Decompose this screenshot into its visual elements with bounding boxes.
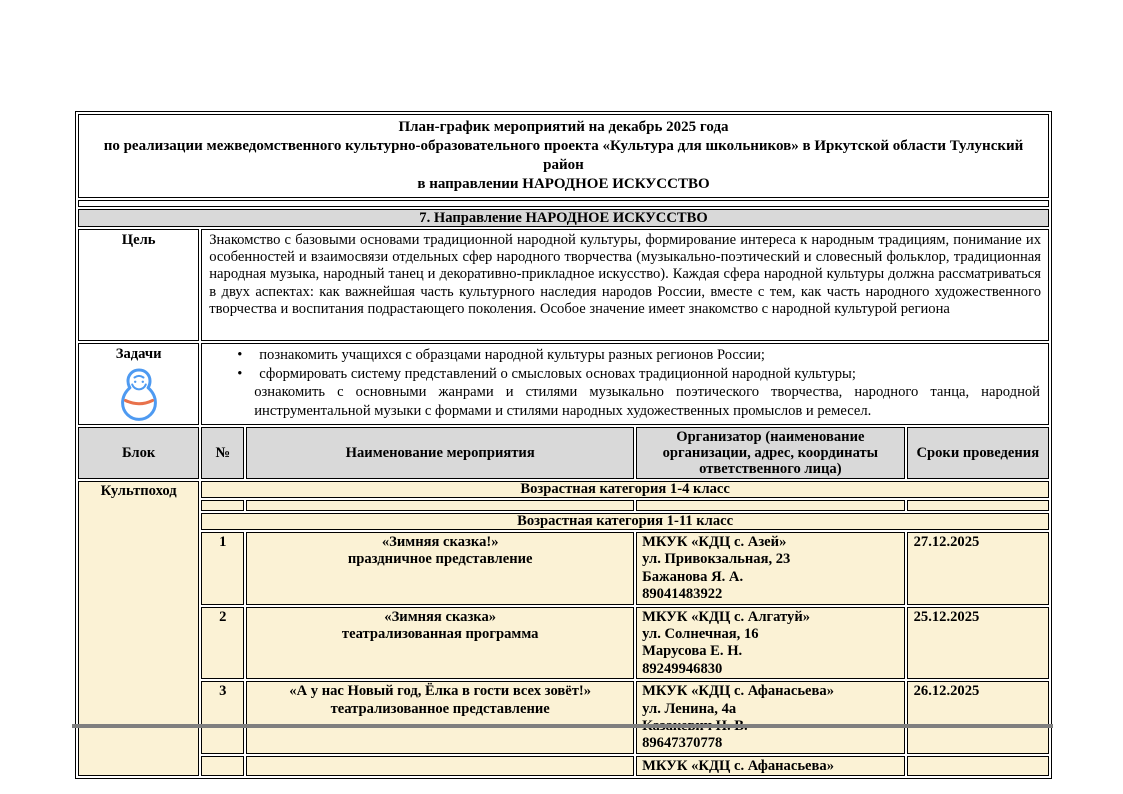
organizer-phone: 89249946830: [642, 660, 723, 677]
age-category-1-4-row: [78, 481, 1049, 498]
event-subtitle: праздничное представление: [347, 551, 533, 568]
event-subtitle: театрализованное представление: [330, 700, 550, 717]
age-category-1-11: Возрастная категория 1-11 класс: [201, 513, 1049, 530]
table-row: [78, 607, 1049, 680]
event-title: «Зимняя сказка!»: [381, 534, 499, 550]
tasks-bullet-list: [210, 346, 1040, 383]
row-num: 1: [201, 532, 244, 605]
goal-label: Цель: [78, 229, 199, 341]
organizer-info: [636, 607, 905, 680]
task-bullet-2: • сформировать систему представлений о смысловых основах традиционной народной культуры;: [210, 365, 1040, 384]
section-header-row: [78, 209, 1049, 227]
spacer-row: [78, 200, 1049, 207]
tasks-label-cell: [78, 343, 199, 425]
empty-data-row: [78, 500, 1049, 511]
row-num: 3: [201, 681, 244, 754]
organizer-info: [636, 532, 905, 605]
partial-table-row: [78, 756, 1049, 776]
empty-organizer-cell: [636, 500, 905, 511]
organizer-address: ул. Солнечная, 16: [642, 626, 759, 643]
goal-text: Знакомство с базовыми основами традиционной народной культуры, формирование интереса к народным традициям, понимание их особенностей и взаимосвязи отдельных сфер народного творчества (музыкально-поэтический и словесный фольклор, традиционная народная музыка, народный танец и декоративно-прикладное искусство). Каждая сфера народной культуры должна рассматриваться в двух аспектах: как важнейшая часть культурного наследия народов России, вместе с тем, как часть народного художественного творчества и воспитания подрастающего поколения. Особое значение имеет знакомство с народной культурой региона: [201, 229, 1049, 341]
event-name: [246, 532, 634, 605]
organizer-address: ул. Ленина, 4а: [642, 700, 737, 717]
table-row: [78, 681, 1049, 754]
event-name: [246, 681, 634, 754]
header-block: Блок: [78, 427, 199, 479]
organizer-info: [636, 756, 905, 776]
header-num: №: [201, 427, 244, 479]
document-title: [78, 114, 1049, 198]
organizer-address: ул. Привокзальная, 23: [642, 551, 791, 568]
event-date: [907, 756, 1049, 776]
event-title: «А у нас Новый год, Ёлка в гости всех зовёт!»: [289, 683, 592, 700]
section-header: 7. Направление НАРОДНОЕ ИСКУССТВО: [78, 209, 1049, 227]
title-line-1: План-график мероприятий на декабрь 2025 года: [398, 119, 729, 135]
event-subtitle: театрализованная программа: [341, 626, 539, 643]
organizer-phone: 89647370778: [642, 735, 723, 752]
spacer-cell: [78, 200, 1049, 207]
page-break-line: [72, 724, 1053, 728]
row-num: [201, 756, 244, 776]
age-category-1-11-row: [78, 513, 1049, 530]
organizer-name: МКУК «КДЦ с. Афанасьева»: [642, 683, 835, 700]
block-kultpohod: Культпоход: [78, 481, 199, 776]
schedule-table: [75, 111, 1052, 779]
empty-name-cell: [246, 500, 634, 511]
organizer-person: Марусова Е. Н.: [642, 643, 743, 660]
organizer-person: Бажанова Я. А.: [642, 568, 744, 585]
event-date: 26.12.2025: [907, 681, 1049, 754]
tasks-label: Задачи: [115, 346, 162, 362]
title-row: [78, 114, 1049, 198]
matryoshka-icon: [118, 367, 160, 423]
event-date: 25.12.2025: [907, 607, 1049, 680]
schedule-table-wrap: [75, 111, 1052, 774]
goal-row: [78, 229, 1049, 341]
task-bullet-1: • познакомить учащихся с образцами народной культуры разных регионов России;: [210, 346, 1040, 365]
event-name: [246, 756, 634, 776]
tasks-row: [78, 343, 1049, 425]
title-line-2: по реализации межведомственного культурно-образовательного проекта «Культура для школьников» в Иркутской области Тулунский район: [103, 138, 1024, 173]
event-name: [246, 607, 634, 680]
organizer-name: МКУК «КДЦ с. Алгатуй»: [642, 608, 811, 625]
header-dates: Сроки проведения: [907, 427, 1049, 479]
empty-num-cell: [201, 500, 244, 511]
organizer-name: МКУК «КДЦ с. Азей»: [642, 534, 787, 550]
age-category-1-4: Возрастная категория 1-4 класс: [201, 481, 1049, 498]
empty-date-cell: [907, 500, 1049, 511]
header-name: Наименование мероприятия: [246, 427, 634, 479]
column-header-row: [78, 427, 1049, 479]
organizer-info: [636, 681, 905, 754]
event-date: 27.12.2025: [907, 532, 1049, 605]
organizer-phone: 89041483922: [642, 586, 723, 603]
row-num: 2: [201, 607, 244, 680]
tasks-content: [201, 343, 1049, 425]
organizer-name: МКУК «КДЦ с. Афанасьева»: [642, 757, 835, 774]
header-organizer: Организатор (наименование организации, адрес, координаты ответственного лица): [636, 427, 905, 479]
event-title: «Зимняя сказка»: [384, 608, 497, 625]
title-line-3: в направлении НАРОДНОЕ ИСКУССТВО: [417, 176, 710, 192]
tasks-continuation: ознакомить с основными жанрами и стилями музыкально поэтического творчества, народного танца, народной инструментальной музыки с формами и стилями народных художественных промыслов и ремесел.: [254, 384, 1040, 419]
table-row: [78, 532, 1049, 605]
